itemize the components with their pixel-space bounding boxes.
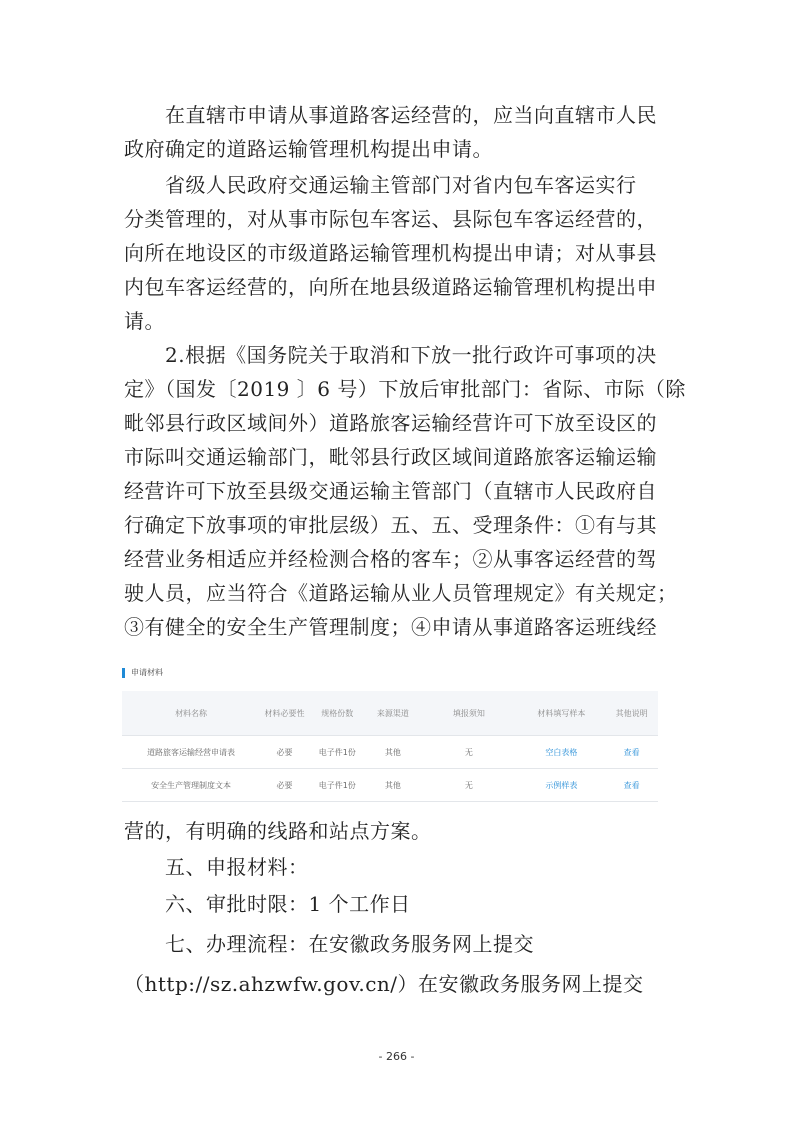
cell-necessity: 必要 bbox=[260, 769, 309, 802]
text-line: 定》（国发〔2019 〕6 号）下放后审批部门：省际、市际（除 bbox=[124, 377, 686, 401]
text-line: 内包车客运经营的，向所在地县级道路运输管理机构提出申 bbox=[124, 275, 657, 299]
table-header-row bbox=[122, 691, 658, 736]
header-sample: 材料填写样本 bbox=[518, 691, 606, 736]
text-line: 政府确定的道路运输管理机构提出申请。 bbox=[124, 137, 493, 161]
title-accent-bar bbox=[122, 668, 125, 678]
text-line: （http://sz.ahzwfw.gov.cn/）在安徽政务服务网上提交 bbox=[124, 972, 644, 996]
text-line: 毗邻县行政区域间外）道路旅客运输经营许可下放至设区的 bbox=[124, 411, 657, 435]
materials-table bbox=[122, 691, 658, 802]
text-line: 驶人员，应当符合《道路运输从业人员管理规定》有关规定； bbox=[124, 581, 678, 605]
text-line: 在直辖市申请从事道路客运经营的，应当向直辖市人民 bbox=[124, 103, 657, 127]
text-line: 向所在地设区的市级道路运输管理机构提出申请；对从事县 bbox=[124, 241, 657, 265]
cell-necessity: 必要 bbox=[260, 736, 309, 769]
header-other: 其他说明 bbox=[605, 691, 658, 736]
cell-name: 安全生产管理制度文本 bbox=[122, 769, 260, 802]
materials-title-text: 申请材料 bbox=[131, 668, 163, 677]
text-line: 省级人民政府交通运输主管部门对省内包车客运实行 bbox=[124, 173, 637, 197]
table-row bbox=[122, 769, 658, 802]
paragraph-7 bbox=[124, 927, 672, 961]
text-line: 市际叫交通运输部门，毗邻县行政区域间道路旅客运输运输 bbox=[124, 445, 657, 469]
text-line: 营的，有明确的线路和站点方案。 bbox=[124, 819, 432, 843]
header-spec: 规格份数 bbox=[309, 691, 366, 736]
view-link[interactable]: 查看 bbox=[605, 736, 658, 769]
text-line: 六、审批时限：1 个工作日 bbox=[124, 892, 411, 916]
cell-notes: 无 bbox=[420, 736, 517, 769]
paragraph-5 bbox=[124, 850, 672, 884]
text-line: 2.根据《国务院关于取消和下放一批行政许可事项的决 bbox=[124, 343, 657, 367]
text-line: 经营业务相适应并经检测合格的客车；②从事客运经营的驾 bbox=[124, 547, 657, 571]
paragraph-3 bbox=[124, 338, 686, 644]
text-line: ③有健全的安全生产管理制度；④申请从事道路客运班线经 bbox=[124, 615, 657, 639]
text-line: 分类管理的，对从事市际包车客运、县际包车客运经营的， bbox=[124, 207, 657, 231]
paragraph-8 bbox=[124, 967, 672, 1001]
header-notes: 填报须知 bbox=[420, 691, 517, 736]
text-line: 五、申报材料： bbox=[124, 855, 309, 879]
materials-table-title bbox=[122, 667, 163, 678]
text-line: 请。 bbox=[124, 309, 165, 333]
header-name: 材料名称 bbox=[122, 691, 260, 736]
cell-spec: 电子件1份 bbox=[309, 736, 366, 769]
sample-link[interactable]: 示例样表 bbox=[518, 769, 606, 802]
header-source: 来源渠道 bbox=[366, 691, 421, 736]
paragraph-2 bbox=[124, 168, 672, 338]
cell-source: 其他 bbox=[366, 769, 421, 802]
paragraph-6 bbox=[124, 887, 672, 921]
sample-link[interactable]: 空白表格 bbox=[518, 736, 606, 769]
text-line: 经营许可下放至县级交通运输主管部门（直辖市人民政府自 bbox=[124, 479, 657, 503]
header-necessity: 材料必要性 bbox=[260, 691, 309, 736]
view-link[interactable]: 查看 bbox=[605, 769, 658, 802]
paragraph-1 bbox=[124, 98, 672, 166]
cell-spec: 电子件1份 bbox=[309, 769, 366, 802]
cell-notes: 无 bbox=[420, 769, 517, 802]
page-number: - 266 - bbox=[378, 1050, 415, 1063]
cell-source: 其他 bbox=[366, 736, 421, 769]
text-line: 行确定下放事项的审批层级）五、五、受理条件：①有与其 bbox=[124, 513, 657, 537]
text-line: 七、办理流程：在安徽政务服务网上提交 bbox=[124, 932, 534, 956]
table-row bbox=[122, 736, 658, 769]
cell-name: 道路旅客运输经营申请表 bbox=[122, 736, 260, 769]
paragraph-4 bbox=[124, 814, 672, 848]
